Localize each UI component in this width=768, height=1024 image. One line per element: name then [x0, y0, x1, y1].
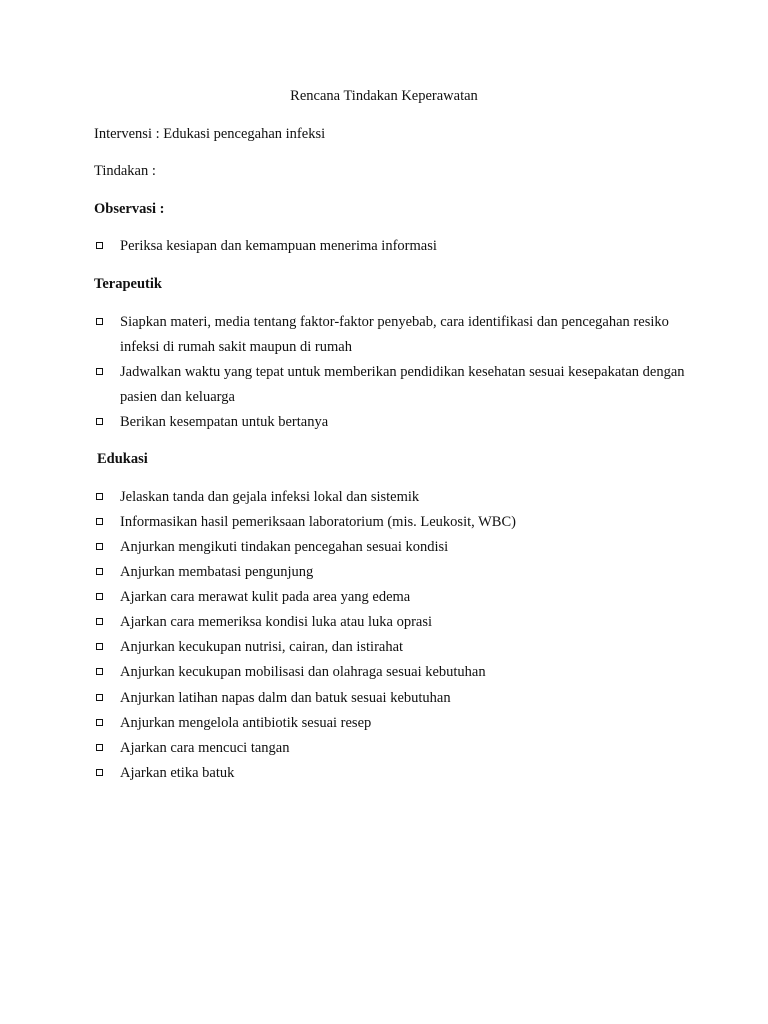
list-item-text: Siapkan materi, media tentang faktor-faktor penyebab, cara identifikasi dan pencegahan resiko infeksi di rumah sakit maupun di rumah	[120, 314, 669, 355]
square-bullet-icon	[96, 719, 103, 726]
square-bullet-icon	[96, 493, 103, 500]
square-bullet-icon	[96, 593, 103, 600]
list-item-text: Anjurkan mengikuti tindakan pencegahan sesuai kondisi	[120, 539, 449, 555]
square-bullet-icon	[96, 543, 103, 550]
observasi-heading: Observasi :	[94, 201, 165, 217]
list-item-text: Ajarkan etika batuk	[120, 765, 235, 781]
list-item-text: Jelaskan tanda dan gejala infeksi lokal dan sistemik	[120, 489, 420, 505]
list-item-text: Ajarkan cara merawat kulit pada area yang edema	[120, 589, 411, 605]
list-item-text: Anjurkan latihan napas dalm dan batuk sesuai kebutuhan	[120, 690, 451, 706]
list-item-text: Anjurkan kecukupan nutrisi, cairan, dan istirahat	[120, 639, 404, 655]
square-bullet-icon	[96, 769, 103, 776]
square-bullet-icon	[96, 568, 103, 575]
document-title: Rencana Tindakan Keperawatan	[290, 88, 478, 104]
list-item-text: Informasikan hasil pemeriksaan laboratorium (mis. Leukosit, WBC)	[120, 514, 516, 530]
square-bullet-icon	[96, 744, 103, 751]
square-bullet-icon	[96, 368, 103, 375]
list-item-text: Jadwalkan waktu yang tepat untuk memberikan pendidikan kesehatan sesuai kesepakatan dengan pasien dan keluarga	[120, 364, 685, 405]
intervensi-line: Intervensi : Edukasi pencegahan infeksi	[94, 126, 326, 142]
square-bullet-icon	[96, 242, 103, 249]
list-item-text: Periksa kesiapan dan kemampuan menerima informasi	[120, 238, 437, 254]
list-item-text: Anjurkan kecukupan mobilisasi dan olahraga sesuai kebutuhan	[120, 664, 486, 680]
square-bullet-icon	[96, 518, 103, 525]
square-bullet-icon	[96, 618, 103, 625]
square-bullet-icon	[96, 694, 103, 701]
edukasi-heading: Edukasi	[97, 451, 148, 467]
square-bullet-icon	[96, 418, 103, 425]
list-item-text: Anjurkan mengelola antibiotik sesuai resep	[120, 715, 372, 731]
square-bullet-icon	[96, 318, 103, 325]
terapeutik-heading: Terapeutik	[94, 276, 162, 292]
list-item-text: Ajarkan cara memeriksa kondisi luka atau luka oprasi	[120, 614, 433, 630]
list-item-text: Ajarkan cara mencuci tangan	[120, 740, 290, 756]
square-bullet-icon	[96, 668, 103, 675]
list-item-text: Anjurkan membatasi pengunjung	[120, 564, 314, 580]
square-bullet-icon	[96, 643, 103, 650]
list-item-text: Berikan kesempatan untuk bertanya	[120, 414, 329, 430]
tindakan-label: Tindakan :	[94, 163, 156, 179]
